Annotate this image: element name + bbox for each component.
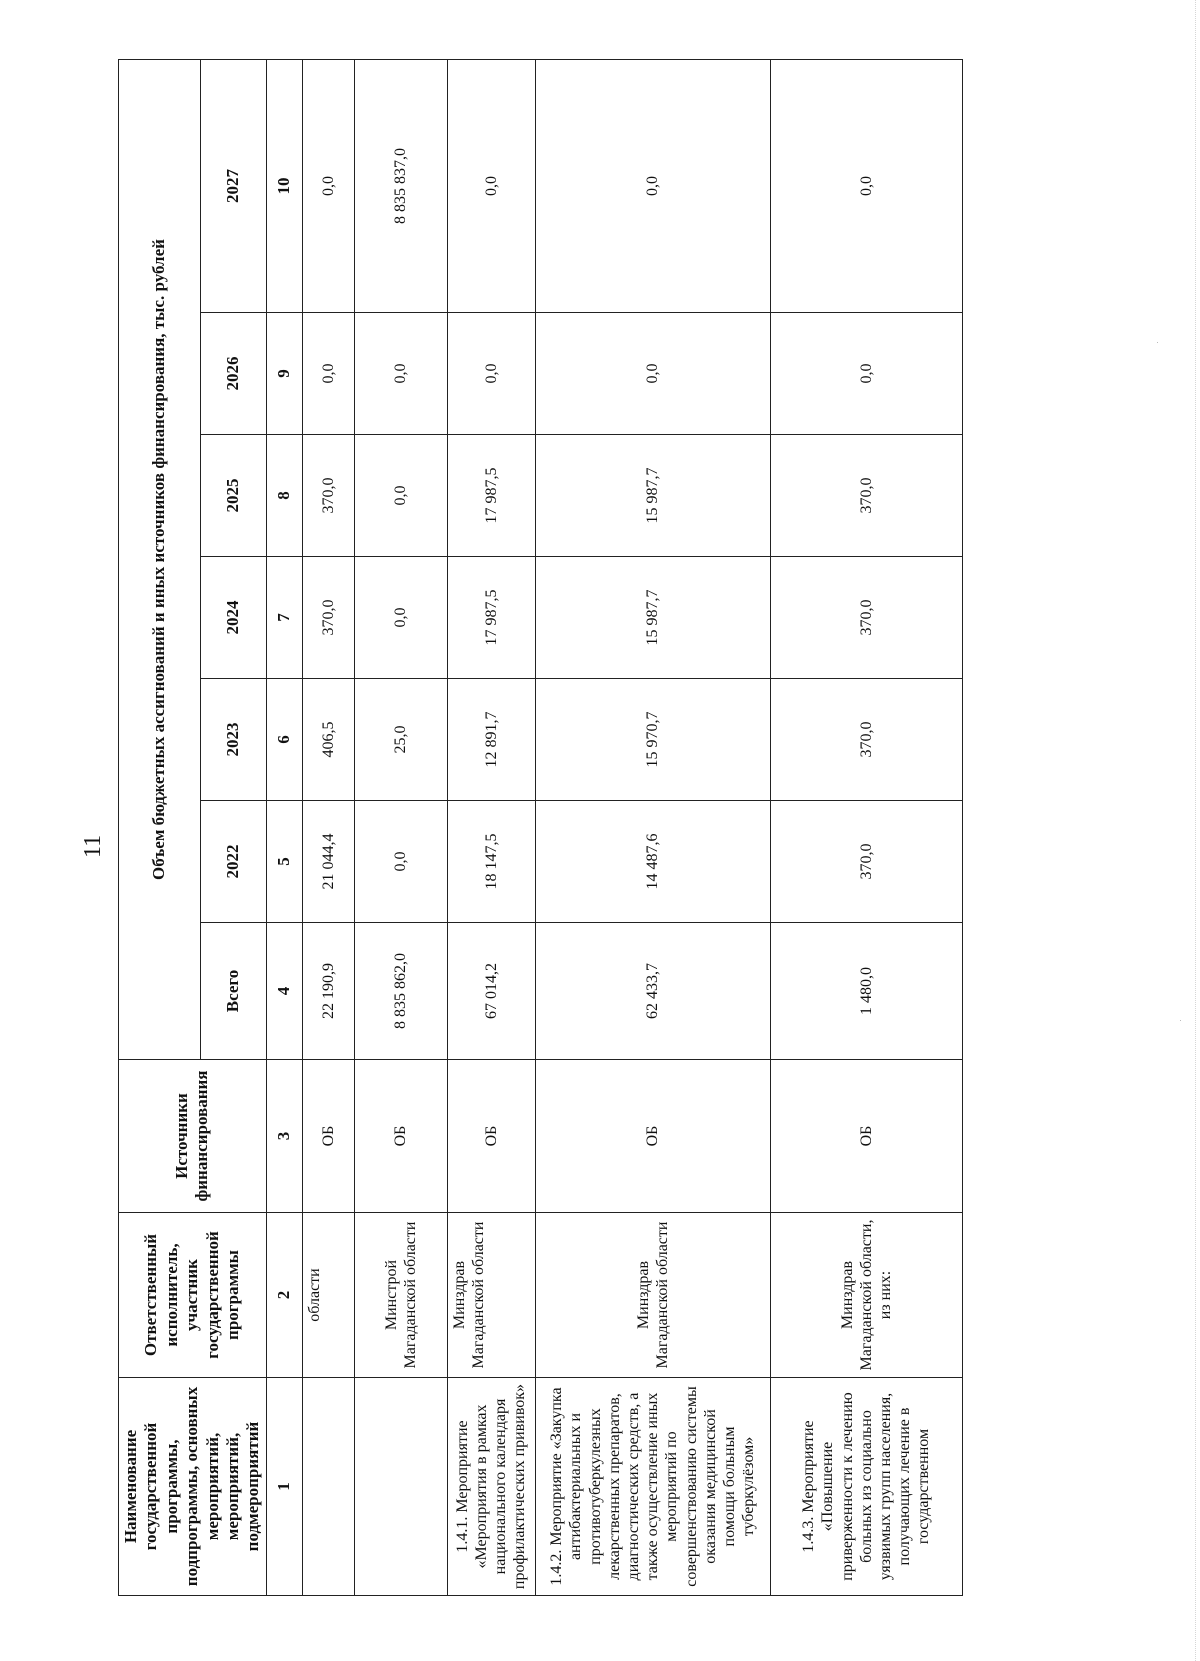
row-2023: 12 891,7 xyxy=(447,679,535,801)
row-name: 1.4.1. Мероприятие «Мероприятия в рамках национального календаря профилактических прививок» xyxy=(447,1378,535,1596)
row-2025: 17 987,5 xyxy=(447,435,535,557)
row-executor: Минздрав Магаданской области xyxy=(535,1213,770,1378)
row-2027: 0,0 xyxy=(447,60,535,313)
table-row xyxy=(535,60,770,1596)
header-executor: Ответственный исполнитель, участник государственной программы xyxy=(119,1213,267,1378)
row-2026: 0,0 xyxy=(535,313,770,435)
row-source: ОБ xyxy=(535,1060,770,1213)
index-cell: 4 xyxy=(266,923,302,1060)
header-name: Наименование государственной программы, подпрограммы, основных мероприятий, мероприятий, подмероприятий xyxy=(119,1378,267,1596)
index-cell: 3 xyxy=(266,1060,302,1213)
row-2025: 15 987,7 xyxy=(535,435,770,557)
header-financing-group: Объем бюджетных ассигнований и иных источников финансирования, тыс. рублей xyxy=(119,60,201,1060)
row-2023: 370,0 xyxy=(770,679,962,801)
row-name xyxy=(302,1378,354,1596)
row-total: 62 433,7 xyxy=(535,923,770,1060)
row-2026: 0,0 xyxy=(354,313,447,435)
row-2025: 370,0 xyxy=(770,435,962,557)
rotated-table-wrapper xyxy=(118,60,963,1596)
row-2023: 406,5 xyxy=(302,679,354,801)
table-row xyxy=(447,60,535,1596)
header-total: Всего xyxy=(201,923,267,1060)
index-row xyxy=(266,60,302,1596)
row-executor: Минздрав Магаданской области, из них: xyxy=(770,1213,962,1378)
row-2022: 21 044,4 xyxy=(302,801,354,923)
header-year-2027: 2027 xyxy=(201,60,267,313)
index-cell: 9 xyxy=(266,313,302,435)
row-source: ОБ xyxy=(302,1060,354,1213)
index-cell: 7 xyxy=(266,557,302,679)
row-total: 8 835 862,0 xyxy=(354,923,447,1060)
row-2026: 0,0 xyxy=(770,313,962,435)
row-2025: 370,0 xyxy=(302,435,354,557)
financing-table xyxy=(118,59,963,1596)
index-cell: 8 xyxy=(266,435,302,557)
header-year-2022: 2022 xyxy=(201,801,267,923)
row-source: ОБ xyxy=(447,1060,535,1213)
row-2026: 0,0 xyxy=(302,313,354,435)
row-2022: 370,0 xyxy=(770,801,962,923)
row-2023: 25,0 xyxy=(354,679,447,801)
row-total: 67 014,2 xyxy=(447,923,535,1060)
header-year-2025: 2025 xyxy=(201,435,267,557)
row-2022: 0,0 xyxy=(354,801,447,923)
row-2025: 0,0 xyxy=(354,435,447,557)
row-2024: 370,0 xyxy=(770,557,962,679)
row-2024: 0,0 xyxy=(354,557,447,679)
row-name: 1.4.2. Мероприятие «Закупка антибактериальных и противотуберкулезных лекарственных препаратов, диагностических средств, а также осуществление иных мероприятий по совершенствованию системы оказания медицинской помощи больным туберкулёзом» xyxy=(535,1378,770,1596)
row-total: 1 480,0 xyxy=(770,923,962,1060)
row-2027: 0,0 xyxy=(535,60,770,313)
scan-edge-line xyxy=(1195,0,1196,1661)
index-cell: 6 xyxy=(266,679,302,801)
row-2024: 17 987,5 xyxy=(447,557,535,679)
row-name xyxy=(354,1378,447,1596)
index-cell: 1 xyxy=(266,1378,302,1596)
row-2024: 15 987,7 xyxy=(535,557,770,679)
row-2022: 18 147,5 xyxy=(447,801,535,923)
header-year-2023: 2023 xyxy=(201,679,267,801)
header-year-2026: 2026 xyxy=(201,313,267,435)
index-cell: 2 xyxy=(266,1213,302,1378)
row-2023: 15 970,7 xyxy=(535,679,770,801)
row-name: 1.4.3. Мероприятие «Повышение приверженности к лечению больных из социально уязвимых групп населения, получающих лечение в государственном xyxy=(770,1378,962,1596)
scan-speck xyxy=(1180,1020,1181,1021)
header-source: Источники финансирования xyxy=(119,1060,267,1213)
row-2026: 0,0 xyxy=(447,313,535,435)
index-cell: 5 xyxy=(266,801,302,923)
row-source: ОБ xyxy=(770,1060,962,1213)
row-executor: области xyxy=(302,1213,354,1378)
row-executor: Минздрав Магаданской области xyxy=(447,1213,535,1378)
row-executor: Минстрой Магаданской области xyxy=(354,1213,447,1378)
row-total: 22 190,9 xyxy=(302,923,354,1060)
header-row-1 xyxy=(119,60,201,1596)
table-row xyxy=(302,60,354,1596)
row-2027: 8 835 837,0 xyxy=(354,60,447,313)
page-number: 11 xyxy=(80,834,106,858)
row-source: ОБ xyxy=(354,1060,447,1213)
header-year-2024: 2024 xyxy=(201,557,267,679)
index-cell: 10 xyxy=(266,60,302,313)
row-2027: 0,0 xyxy=(302,60,354,313)
scan-speck xyxy=(1157,342,1158,343)
row-2022: 14 487,6 xyxy=(535,801,770,923)
table-row xyxy=(354,60,447,1596)
table-row xyxy=(770,60,962,1596)
row-2027: 0,0 xyxy=(770,60,962,313)
row-2024: 370,0 xyxy=(302,557,354,679)
